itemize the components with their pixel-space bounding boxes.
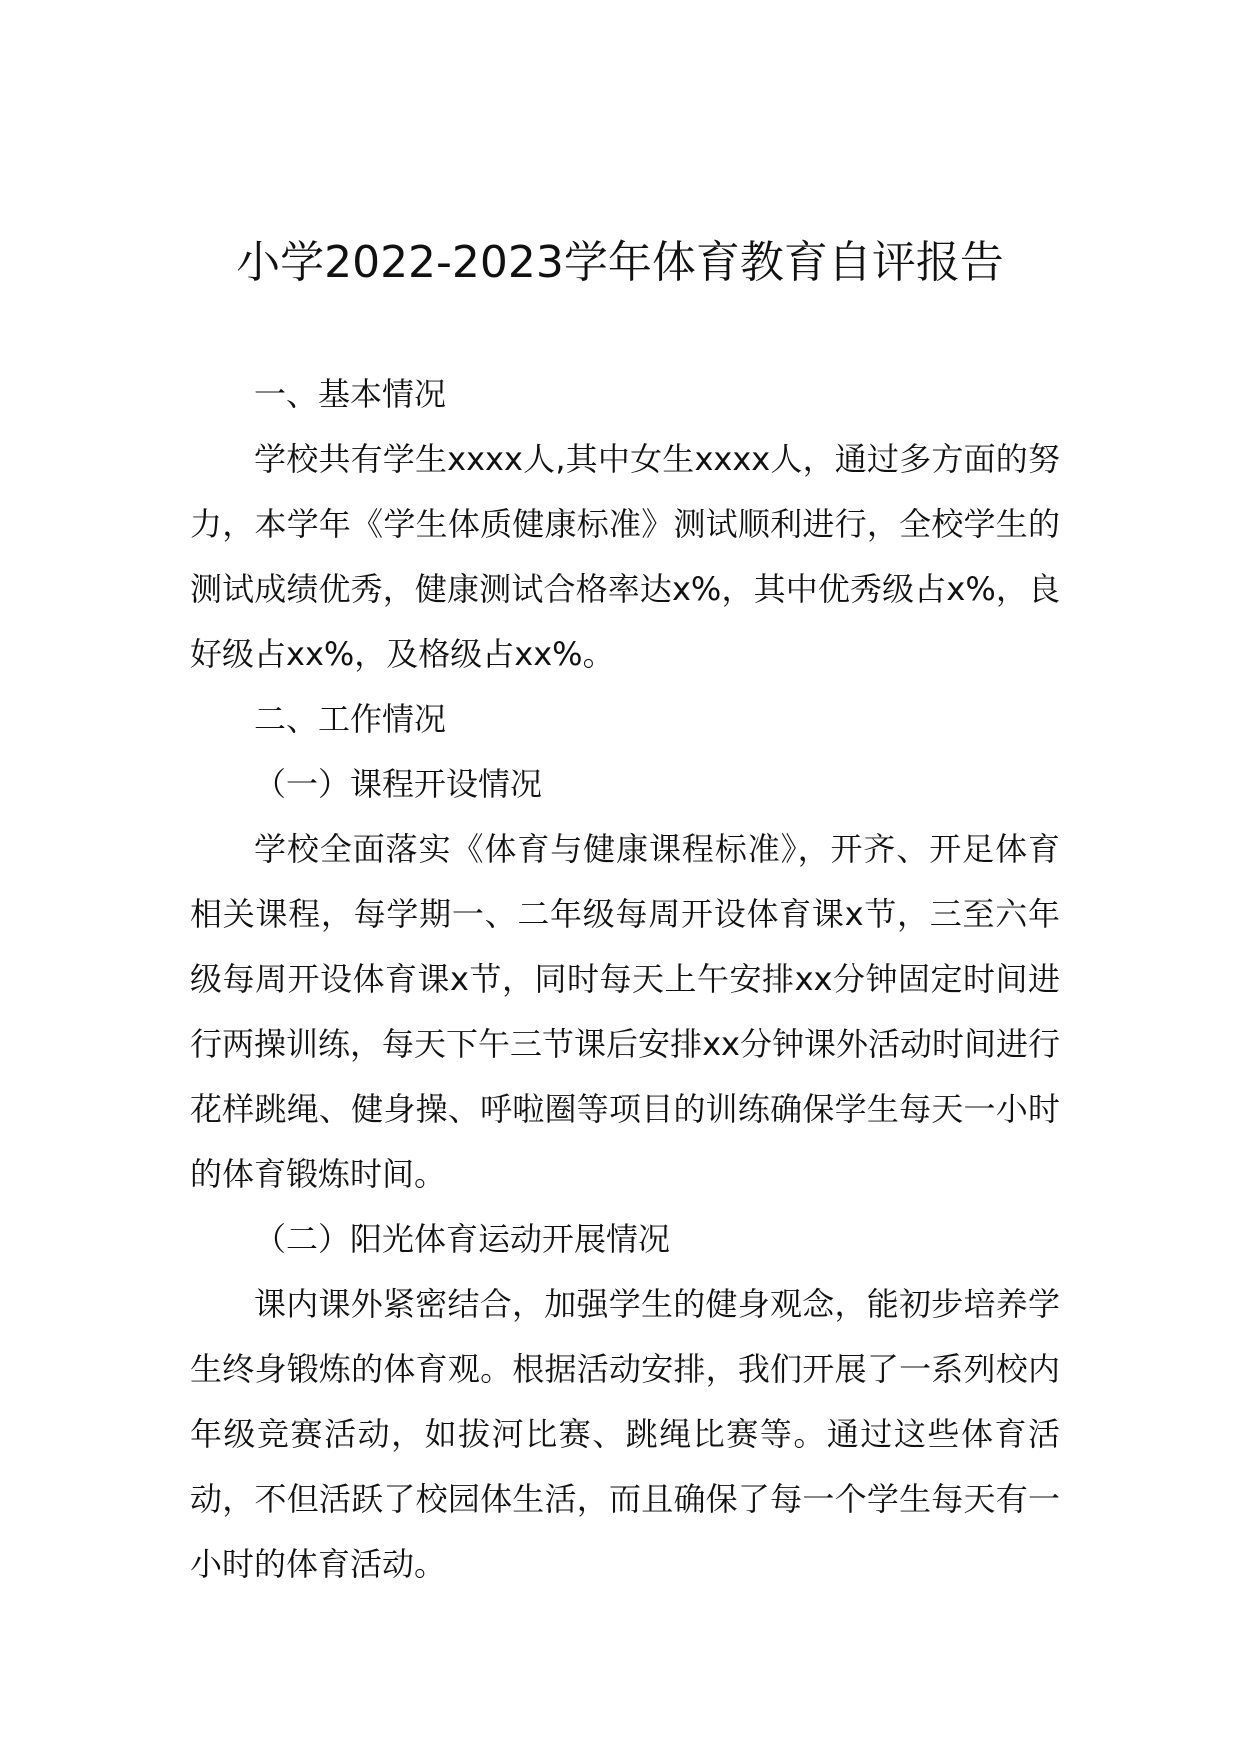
document-body [190,362,1060,1597]
subsection-2-paragraph: 课内课外紧密结合，加强学生的健身观念，能初步培养学生终身锻炼的体育观。根据活动安排，我们开展了一系列校内年级竞赛活动，如拔河比赛、跳绳比赛等。通过这些体育活动，不但活跃了校园体生活，而且确保了每一个学生每天有一小时的体育活动。 [190,1285,1060,1583]
subsection-2-heading: （二）阳光体育运动开展情况 [254,1220,671,1258]
section-2-heading: 二、工作情况 [254,700,447,738]
document-title: 小学2022-2023学年体育教育自评报告 [236,237,1004,288]
section-1-paragraph: 学校共有学生xxxx人,其中女生xxxx人，通过多方面的努力，本学年《学生体质健康标准》测试顺利进行，全校学生的测试成绩优秀，健康测试合格率达x%，其中优秀级占x%，良好级占xx%，及格级占xx%。 [190,440,1060,673]
subsection-1-paragraph: 学校全面落实《体育与健康课程标准》，开齐、开足体育相关课程，每学期一、二年级每周开设体育课x节，三至六年级每周开设体育课x节，同时每天上午安排xx分钟固定时间进行两操训练，每天下午三节课后安排xx分钟课外活动时间进行花样跳绳、健身操、呼啦圈等项目的训练确保学生每天一小时的体育锻炼时间。 [190,830,1060,1193]
subsection-1-heading: （一）课程开设情况 [254,765,543,803]
section-1-heading: 一、基本情况 [254,375,447,413]
